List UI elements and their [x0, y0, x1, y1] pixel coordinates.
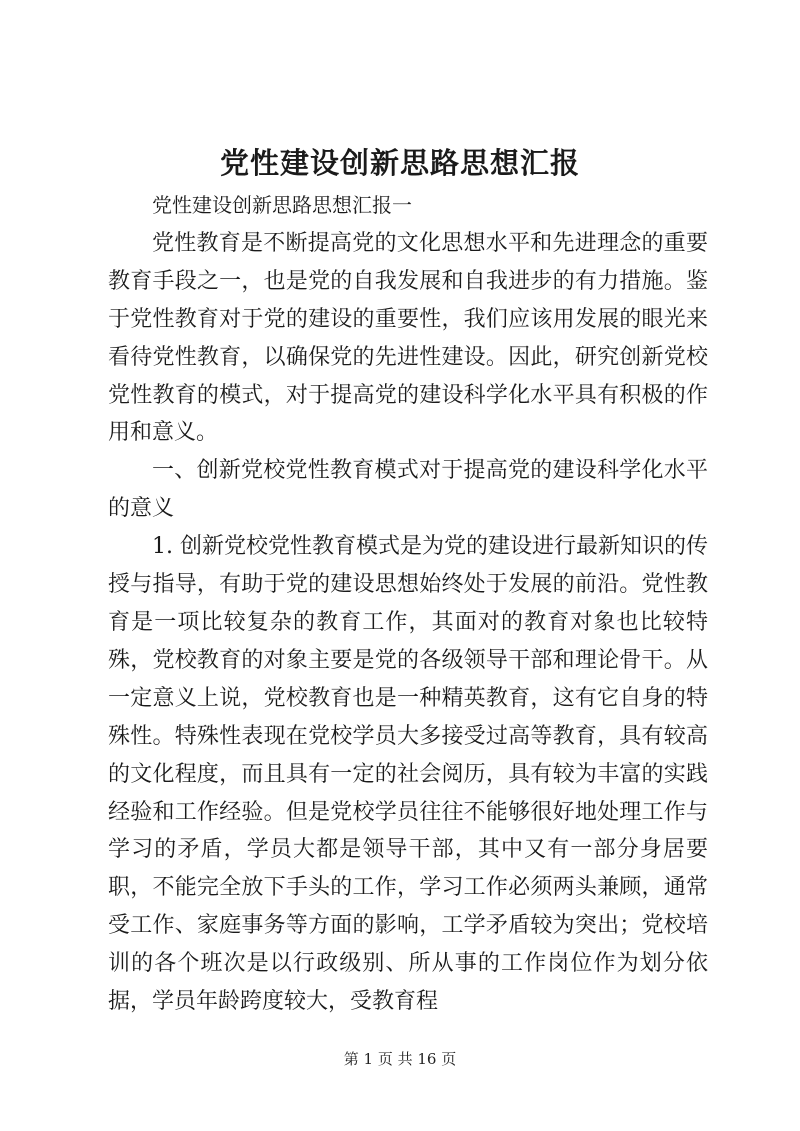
paragraph-intro: 党性教育是不断提高党的文化思想水平和先进理念的重要教育手段之一，也是党的自我发展和自我进步的有力措施。鉴于党性教育对于党的建设的重要性，我们应该用发展的眼光来看待党性教育，以确保党的先进性建设。因此，研究创新党校党性教育的模式，对于提高党的建设科学化水平具有积极的作用和意义。: [108, 230, 708, 446]
section-heading-1: 一、创新党校党性教育模式对于提高党的建设科学化水平的意义: [108, 458, 708, 522]
page-footer: 第 1 页 共 16 页: [343, 1050, 457, 1068]
paragraph-section-1-point-1: 1. 创新党校党性教育模式是为党的建设进行最新知识的传授与指导，有助于党的建设思想始终处于发展的前沿。党性教育是一项比较复杂的教育工作，其面对的教育对象也比较特殊，党校教育的对象主要是党的各级领导干部和理论骨干。从一定意义上说，党校教育也是一种精英教育，这有它自身的特殊性。特殊性表现在党校学员大多接受过高等教育，具有较高的文化程度，而且具有一定的社会阅历，具有较为丰富的实践经验和工作经验。但是党校学员往往不能够很好地处理工作与学习的矛盾，学员大都是领导干部，其中又有一部分身居要职，不能完全放下手头的工作，学习工作必须两头兼顾，通常受工作、家庭事务等方面的影响，工学矛盾较为突出；党校培训的各个班次是以行政级别、所从事的工作岗位作为划分依据，学员年龄跨度较大，受教育程: [108, 534, 708, 1015]
document-title: 党性建设创新思路思想汇报: [219, 146, 580, 180]
document-body: [108, 187, 708, 1021]
document-subtitle: 党性建设创新思路思想汇报一: [152, 193, 412, 217]
